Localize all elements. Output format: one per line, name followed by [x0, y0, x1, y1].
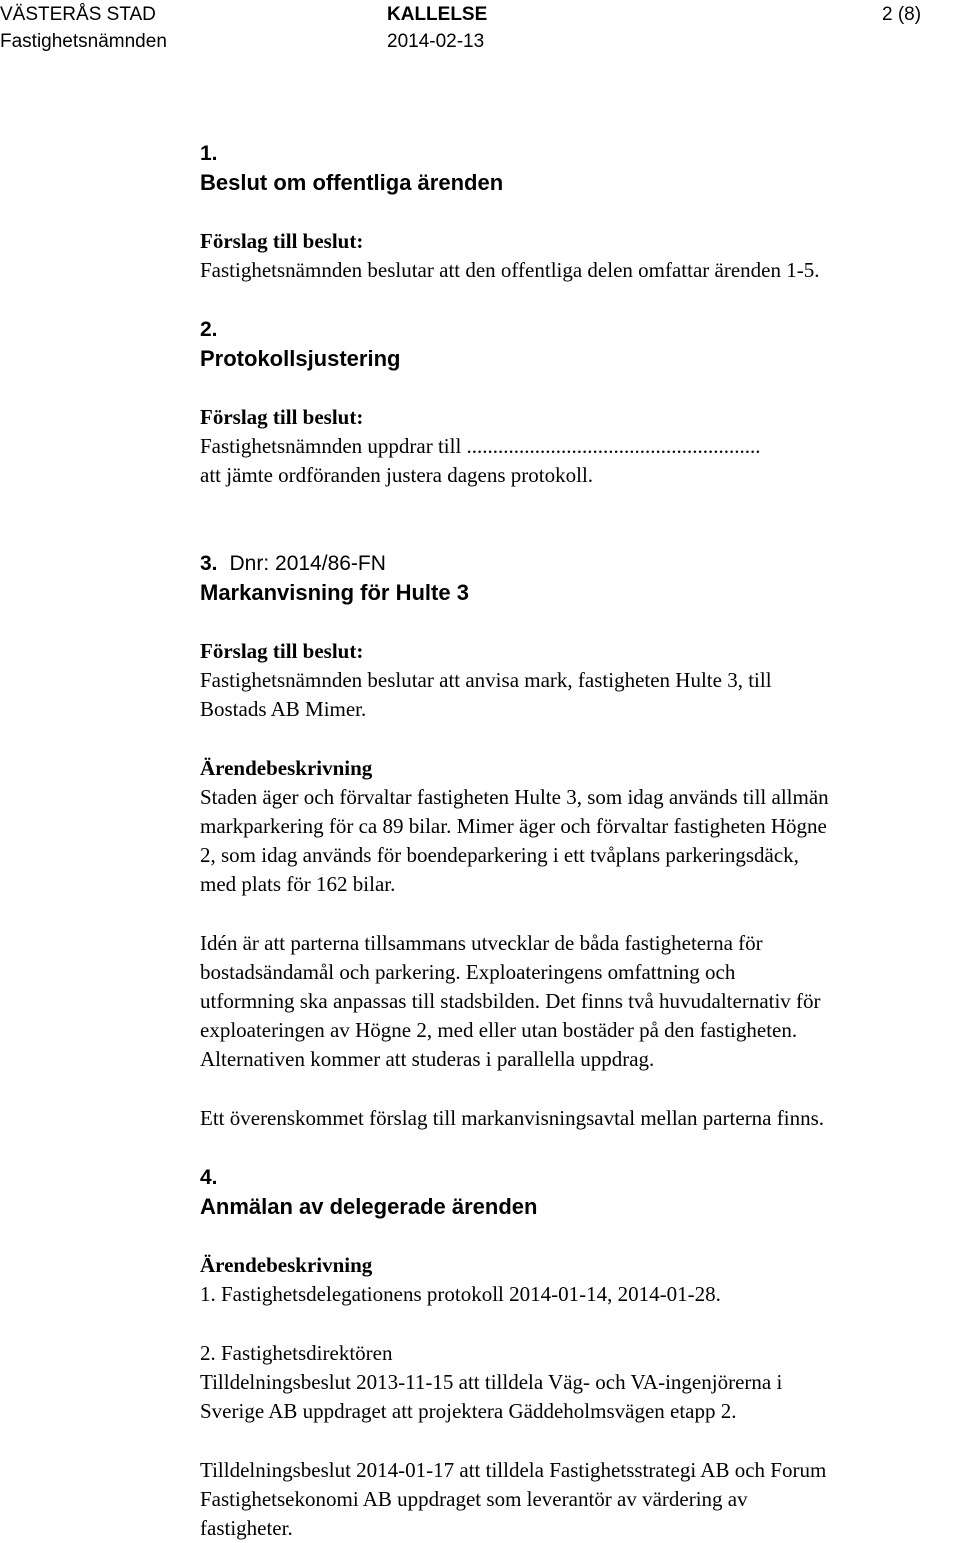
- item-number: 2.: [200, 318, 218, 341]
- proposal-text: Fastighetsnämnden beslutar att den offentliga delen omfattar ärenden 1-5.: [200, 258, 820, 282]
- proposal-label: Förslag till beslut:: [200, 405, 364, 429]
- description-paragraph-1: Staden äger och förvaltar fastigheten Hulte 3, som idag används till allmän markparkering för ca 89 bilar. Mimer äger och förvaltar fastigheten Högne 2, som idag används för boendeparkering i ett tvåplans parkeringsdäck, med plats för 162 bilar.: [200, 785, 829, 896]
- item-number: 3.: [200, 552, 218, 575]
- page-header: [0, 0, 960, 60]
- item-title: Beslut om offentliga ärenden: [200, 170, 504, 195]
- proposal-label: Förslag till beslut:: [200, 639, 364, 663]
- description-paragraph-1: 1. Fastighetsdelegationens protokoll 2014-01-14, 2014-01-28.: [200, 1282, 721, 1306]
- document-body: [200, 139, 960, 1543]
- description-paragraph-2: Idén är att parterna tillsammans utvecklar de båda fastigheterna för bostadsändamål och parkering. Exploateringens omfattning och utformning ska anpassas till stadsbilden. Det finns två huvudalternativ för exploateringen av Högne 2, med eller utan bostäder på den fastigheten. Alternativen kommer att studeras i parallella uppdrag.: [200, 931, 821, 1071]
- agenda-item-4: [200, 1163, 960, 1543]
- description-label: Ärendebeskrivning: [200, 1253, 373, 1277]
- description-paragraph-3: Tilldelningsbeslut 2014-01-17 att tilldela Fastighetsstrategi AB och Forum Fastighetsekonomi AB uppdraget som leverantör av värdering av fastigheter.: [200, 1458, 827, 1540]
- header-center: [387, 1, 487, 55]
- item-title: Markanvisning för Hulte 3: [200, 580, 469, 605]
- proposal-text: Fastighetsnämnden beslutar att anvisa mark, fastigheten Hulte 3, till Bostads AB Mimer.: [200, 668, 772, 721]
- description-label: Ärendebeskrivning: [200, 756, 373, 780]
- description-paragraph-3: Ett överenskommet förslag till markanvisningsavtal mellan parterna finns.: [200, 1106, 825, 1130]
- document-type: KALLELSE: [387, 4, 488, 25]
- item-number: 1.: [200, 142, 218, 165]
- agenda-item-1: [200, 139, 960, 285]
- header-right: [882, 1, 921, 28]
- description-paragraph-2: 2. Fastighetsdirektören Tilldelningsbeslut 2013-11-15 att tilldela Väg- och VA-ingenjörerna i Sverige AB uppdraget att projektera Gäddeholmsvägen etapp 2.: [200, 1341, 783, 1423]
- proposal-label: Förslag till beslut:: [200, 229, 364, 253]
- item-number-row: [200, 549, 960, 578]
- meeting-date: 2014-02-13: [387, 31, 485, 52]
- org-name: VÄSTERÅS STAD: [0, 4, 156, 25]
- header-left: [0, 1, 167, 55]
- proposal-text: Fastighetsnämnden uppdrar till ........................................................ att jämte ordföranden justera dagens protokoll.: [200, 434, 761, 487]
- agenda-item-2: [200, 315, 960, 490]
- item-title: Protokollsjustering: [200, 346, 401, 371]
- item-title: Anmälan av delegerade ärenden: [200, 1194, 538, 1219]
- page-number: 2 (8): [882, 4, 922, 25]
- agenda-item-3: [200, 549, 960, 1133]
- item-number: 4.: [200, 1166, 218, 1189]
- department-name: Fastighetsnämnden: [0, 31, 167, 52]
- diary-number: Dnr: 2014/86-FN: [229, 552, 386, 575]
